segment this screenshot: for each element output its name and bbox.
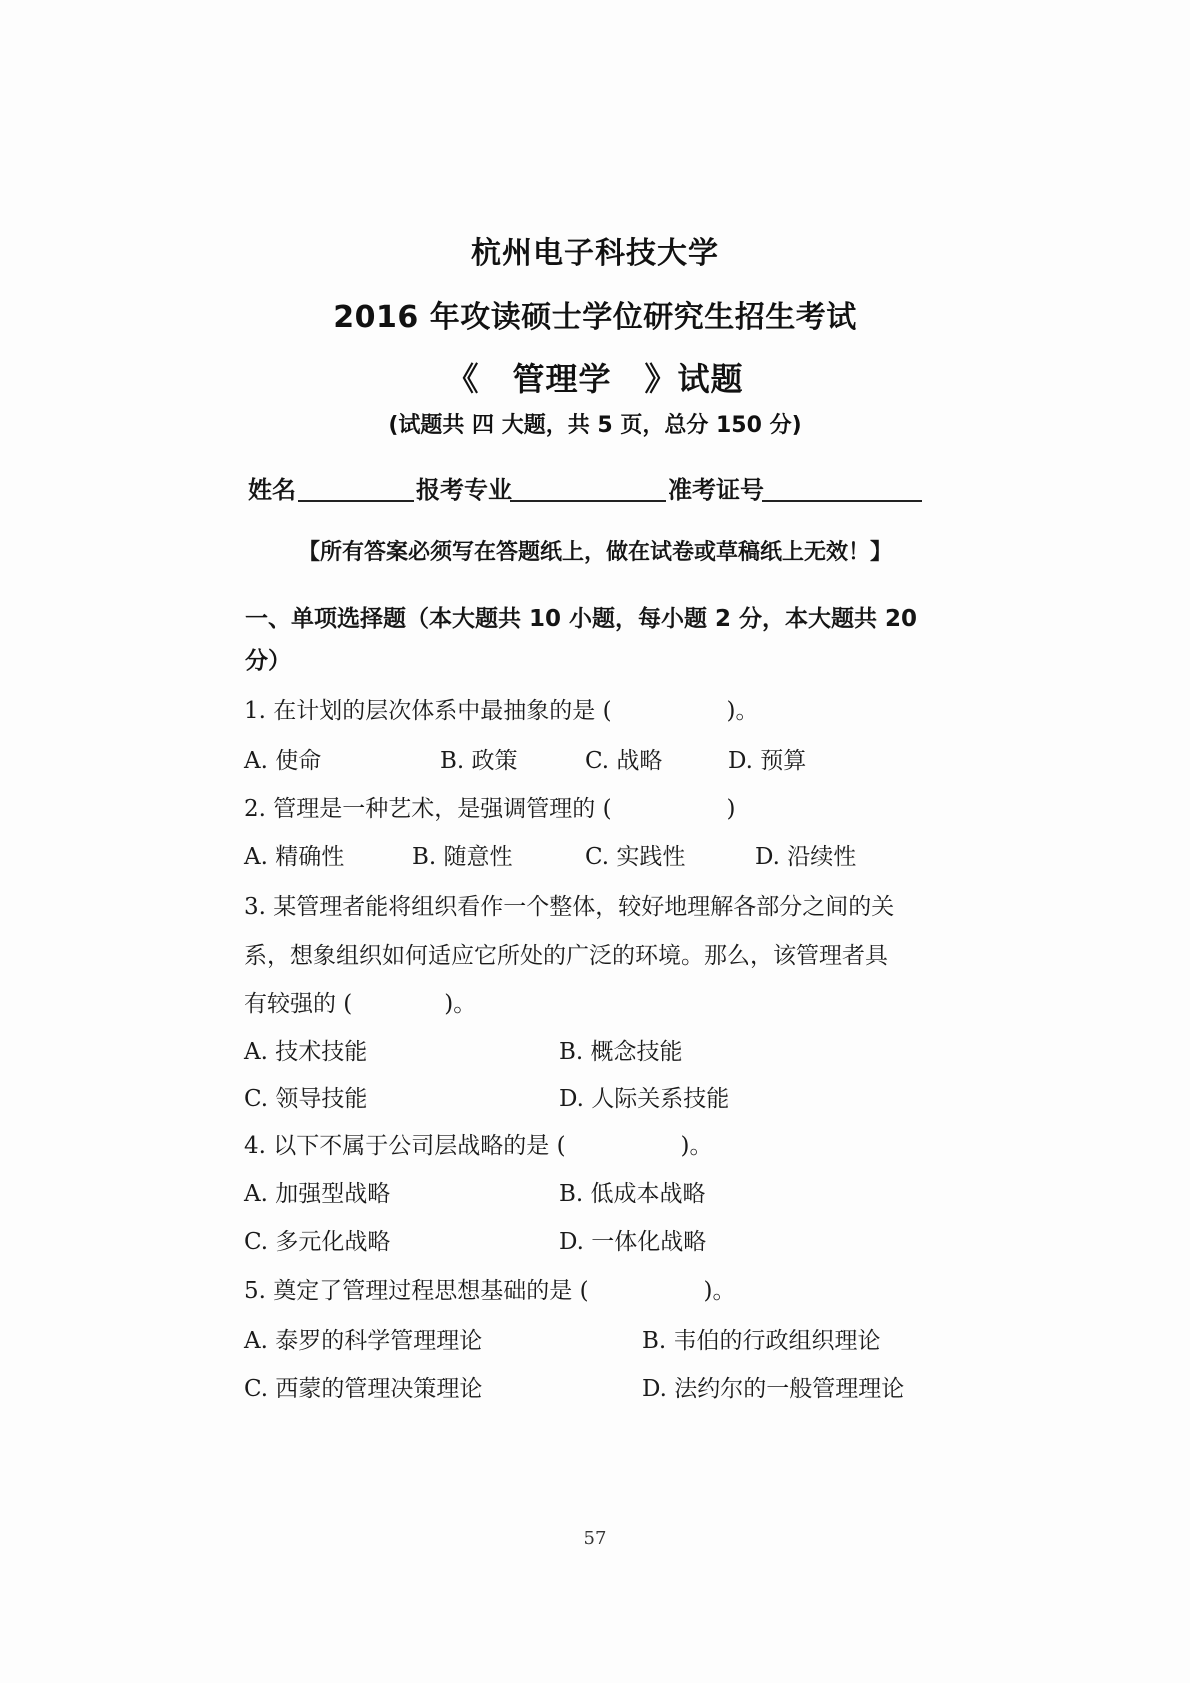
university-name: 杭州电子科技大学 [471, 236, 719, 271]
section-title-line2: 分） [245, 648, 291, 674]
question-2-stem: 2. 管理是一种艺术，是强调管理的 ( ) [244, 796, 736, 822]
answer-notice: 【所有答案必须写在答题纸上，做在试卷或草稿纸上无效！】 [297, 540, 892, 565]
candidate-fields [248, 470, 938, 504]
id-label: 准考证号 [668, 476, 764, 504]
question-1-option-c: C. 战略 [585, 748, 663, 774]
section-title-line1: 一、单项选择题（本大题共 10 小题，每小题 2 分，本大题共 20 [245, 606, 918, 632]
question-3-option-d: D. 人际关系技能 [559, 1086, 730, 1112]
question-3-stem-line2: 系，想象组织如何适应它所处的广泛的环境。那么，该管理者具 [244, 943, 888, 969]
subject-title: 《 管理学 》试题 [446, 360, 744, 398]
question-4-option-c: C. 多元化战略 [244, 1229, 391, 1255]
question-2-option-d: D. 沿续性 [755, 844, 857, 870]
question-5-stem: 5. 奠定了管理过程思想基础的是 ( )。 [244, 1278, 736, 1304]
question-2-option-b: B. 随意性 [412, 844, 513, 870]
major-label: 报考专业 [416, 476, 512, 504]
question-1-option-b: B. 政策 [440, 748, 518, 774]
question-3-option-c: C. 领导技能 [244, 1086, 368, 1112]
question-3-option-b: B. 概念技能 [559, 1039, 683, 1065]
question-1-stem: 1. 在计划的层次体系中最抽象的是 ( )。 [244, 698, 759, 724]
question-5-option-a: A. 泰罗的科学管理理论 [244, 1328, 483, 1354]
page-number: 57 [583, 1528, 607, 1549]
question-3-option-a: A. 技术技能 [244, 1039, 368, 1065]
question-2-option-c: C. 实践性 [585, 844, 686, 870]
name-label: 姓名 [248, 476, 296, 504]
question-5-option-b: B. 韦伯的行政组织理论 [642, 1328, 881, 1354]
question-4-option-a: A. 加强型战略 [244, 1181, 391, 1207]
question-5-option-c: C. 西蒙的管理决策理论 [244, 1376, 483, 1402]
id-blank [762, 500, 922, 502]
question-1-option-d: D. 预算 [728, 748, 807, 774]
exam-info: (试题共 四 大题，共 5 页，总分 150 分) [388, 413, 802, 438]
major-blank [510, 500, 666, 502]
question-3-stem-line1: 3. 某管理者能将组织看作一个整体，较好地理解各部分之间的关 [244, 894, 895, 920]
question-2-option-a: A. 精确性 [244, 844, 345, 870]
question-4-option-d: D. 一体化战略 [559, 1229, 707, 1255]
question-3-stem-line3: 有较强的 ( )。 [244, 991, 477, 1017]
question-4-option-b: B. 低成本战略 [559, 1181, 706, 1207]
question-1-option-a: A. 使命 [244, 748, 322, 774]
name-blank [298, 500, 414, 502]
exam-title: 2016 年攻读硕士学位研究生招生考试 [333, 300, 857, 335]
question-5-option-d: D. 法约尔的一般管理理论 [642, 1376, 905, 1402]
question-4-stem: 4. 以下不属于公司层战略的是 ( )。 [244, 1133, 713, 1159]
